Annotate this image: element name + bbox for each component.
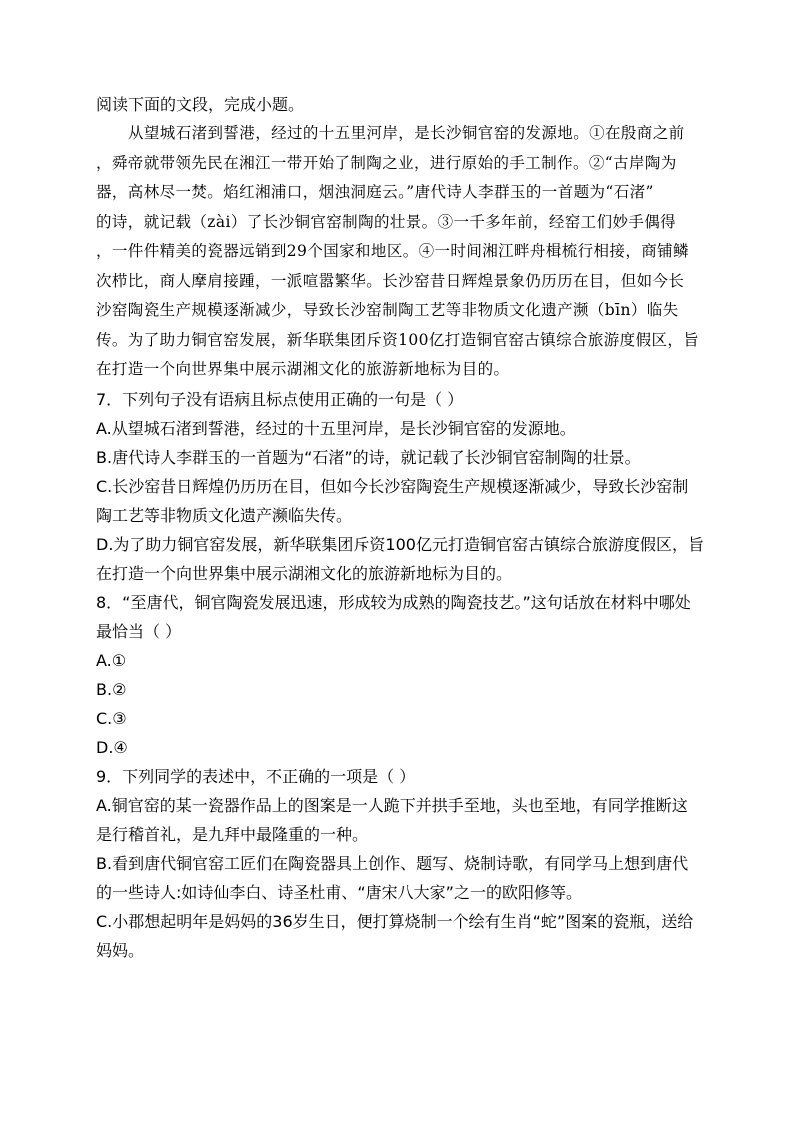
question-9-option-b-continued: 的一些诗人:如诗仙李白、诗圣杜甫、“唐宋八大家”之一的欧阳修等。 [96, 882, 582, 902]
passage-line: ，舜帝就带领先民在湘江一带开始了制陶之业，进行原始的手工制作。②“古岸陶为 [96, 153, 677, 172]
question-7-option-d[interactable]: D.为了助力铜官窑发展，新华联集团斥资100亿元打造铜官窑古镇综合旅游度假区，旨 [96, 534, 704, 554]
question-7-option-c-continued: 陶工艺等非物质文化遗产濒临失传。 [96, 505, 353, 525]
passage-line: ，一件件精美的瓷器远销到29个国家和地区。④一时间湘江畔舟楫梳行相接，商铺鳞 [96, 242, 689, 260]
question-8-option-d[interactable]: D.④ [96, 737, 128, 757]
passage-line: 次栉比，商人摩肩接踵，一派喧嚣繁华。长沙窑昔日辉煌景象仍历历在目，但如今长 [96, 271, 685, 290]
question-7-stem: 7．下列句子没有语病且标点使用正确的一句是（ ） [96, 389, 464, 409]
passage-line: 沙窑陶瓷生产规模逐渐减少，导致长沙窑制陶工艺等非物质文化遗产濒（bīn）临失 [96, 301, 679, 319]
reading-passage [96, 119, 700, 385]
question-9-option-c-continued: 妈妈。 [96, 940, 145, 960]
question-7-option-b[interactable]: B.唐代诗人李群玉的一首题为“石渚”的诗，就记载了长沙铜官窑制陶的壮景。 [96, 447, 641, 467]
question-9-stem: 9．下列同学的表述中，不正确的一项是（ ） [96, 766, 416, 786]
question-8-option-c[interactable]: C.③ [96, 708, 127, 728]
question-7 [96, 385, 704, 588]
question-7-option-a[interactable]: A.从望城石渚到誓港，经过的十五里河岸，是长沙铜官窑的发源地。 [96, 418, 576, 438]
document-page [96, 90, 704, 965]
question-7-option-d-continued: 在打造一个向世界集中展示湖湘文化的旅游新地标为目的。 [96, 563, 513, 583]
passage-line: 传。为了助力铜官窑发展，新华联集团斥资100亿打造铜官窑古镇综合旅游度假区，旨 [96, 330, 700, 349]
question-8-option-b[interactable]: B.② [96, 679, 127, 699]
question-9-option-c[interactable]: C.小郡想起明年是妈妈的36岁生日，便打算烧制一个绘有生肖“蛇”图案的瓷瓶，送给 [96, 911, 694, 931]
question-8-stem-continued: 最恰当（ ） [96, 621, 182, 641]
question-9-option-a-continued: 是行稽首礼，是九拜中最隆重的一种。 [96, 824, 369, 844]
passage-line: 器，高林尽一焚。焰红湘浦口，烟浊洞庭云。”唐代诗人李群玉的一首题为“石渚” [96, 183, 654, 201]
question-8-option-a[interactable]: A.① [96, 650, 127, 670]
question-8 [96, 588, 696, 762]
reading-instruction: 阅读下面的文段，完成小题。 [96, 95, 305, 114]
passage-line: 从望城石渚到誓港，经过的十五里河岸，是长沙铜官窑的发源地。①在殷商之前 [128, 124, 685, 142]
passage-line: 的诗，就记载（zài）了长沙铜官窑制陶的壮景。③一千多年前，经窑工们妙手偶得 [96, 212, 677, 231]
question-9-option-a[interactable]: A.铜官窑的某一瓷器作品上的图案是一人跪下并拱手至地，头也至地，有同学推断这 [96, 795, 688, 815]
question-7-option-c[interactable]: C.长沙窑昔日辉煌仍历历在目，但如今长沙窑陶瓷生产规模逐渐减少，导致长沙窑制 [96, 476, 689, 496]
passage-line: 在打造一个向世界集中展示湖湘文化的旅游新地标为目的。 [96, 360, 510, 378]
question-9-option-b[interactable]: B.看到唐代铜官窑工匠们在陶瓷器具上创作、题写、烧制诗歌，有同学马上想到唐代 [96, 853, 689, 873]
question-9 [96, 762, 696, 965]
question-8-stem: 8．“至唐代，铜官陶瓷发展迅速，形成较为成熟的陶瓷技艺。”这句话放在材料中哪处 [96, 592, 691, 612]
